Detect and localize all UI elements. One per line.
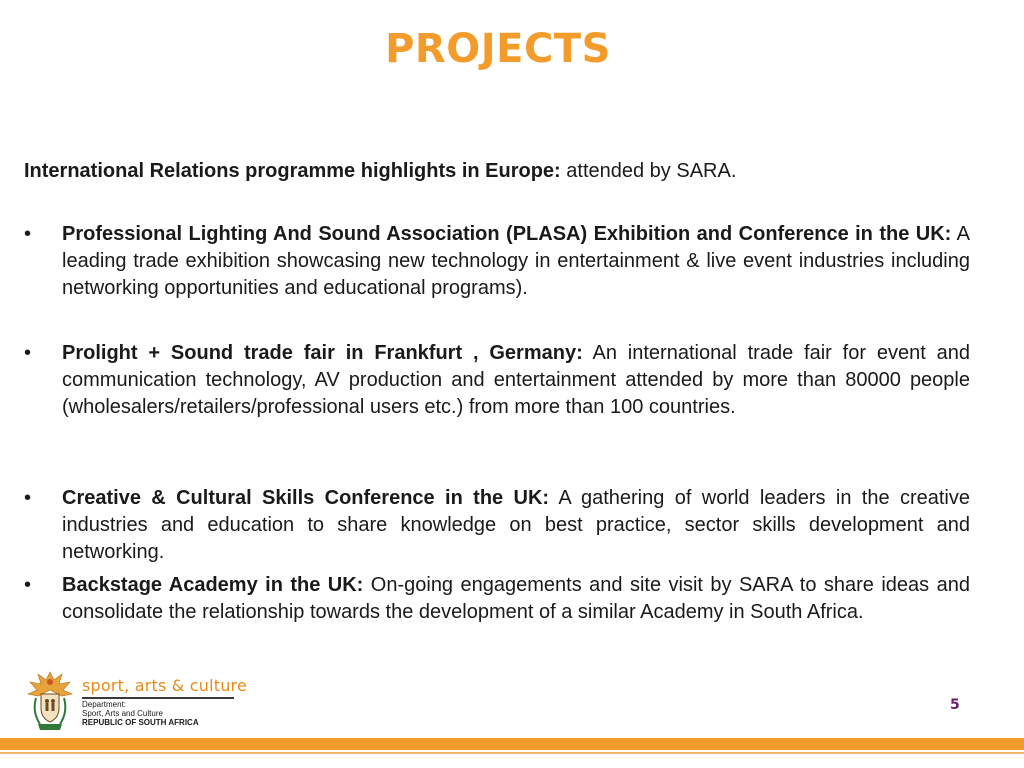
intro-text: attended by SARA. bbox=[560, 160, 737, 182]
department-block bbox=[82, 700, 199, 727]
bullet-text bbox=[62, 221, 970, 302]
bullet-marker: • bbox=[24, 574, 32, 596]
page-number: 5 bbox=[950, 697, 960, 713]
bullet-marker: • bbox=[24, 342, 32, 364]
footer-accent-line bbox=[0, 752, 1024, 754]
brand-wordmark: sport, arts & culture bbox=[82, 676, 248, 695]
bullet-body: A gathering of world leaders in the creative industries and education to share knowledge on best practice, sector skills development and networking. bbox=[62, 487, 971, 563]
bullet-item-backstage-academy bbox=[24, 572, 970, 626]
bullet-marker: • bbox=[24, 487, 32, 509]
bullet-body: An international trade fair for event and communication technology, AV production and entertainment attended by more than 80000 people (wholesalers/retailers/professional users etc.) from more than 100 countries. bbox=[62, 342, 970, 418]
bullet-heading: Prolight + Sound trade fair in Frankfurt , Germany: bbox=[62, 342, 583, 364]
bullet-heading: Creative & Cultural Skills Conference in the UK: bbox=[62, 487, 550, 509]
brand-divider bbox=[82, 697, 234, 699]
bullet-body: On-going engagements and site visit by SARA to share ideas and consolidate the relationship towards the development of a similar Academy in South Africa. bbox=[62, 574, 970, 623]
footer-accent-bar bbox=[0, 738, 1024, 750]
coat-of-arms-icon bbox=[26, 668, 74, 732]
bullet-item-plasa bbox=[24, 221, 970, 302]
dept-line-2: Sport, Arts and Culture bbox=[82, 709, 163, 718]
bullet-text bbox=[62, 340, 970, 421]
bullet-text bbox=[62, 572, 970, 626]
bullet-item-prolight bbox=[24, 340, 970, 421]
bullet-marker: • bbox=[24, 223, 32, 245]
bullet-heading: Backstage Academy in the UK: bbox=[62, 574, 364, 596]
bullet-body: A leading trade exhibition showcasing new technology in entertainment & live event industries including networking opportunities and educational programs). bbox=[62, 223, 970, 299]
intro-heading: International Relations programme highlights in Europe: bbox=[24, 160, 561, 182]
intro-paragraph bbox=[24, 158, 970, 185]
bullet-item-creative-skills bbox=[24, 485, 970, 566]
bullet-text bbox=[62, 485, 970, 566]
slide-title: PROJECTS bbox=[385, 26, 611, 72]
dept-line-3: REPUBLIC OF SOUTH AFRICA bbox=[82, 718, 199, 727]
dept-line-1: Department: bbox=[82, 700, 127, 709]
bullet-heading: Professional Lighting And Sound Association (PLASA) Exhibition and Conference in the UK: bbox=[62, 223, 952, 245]
